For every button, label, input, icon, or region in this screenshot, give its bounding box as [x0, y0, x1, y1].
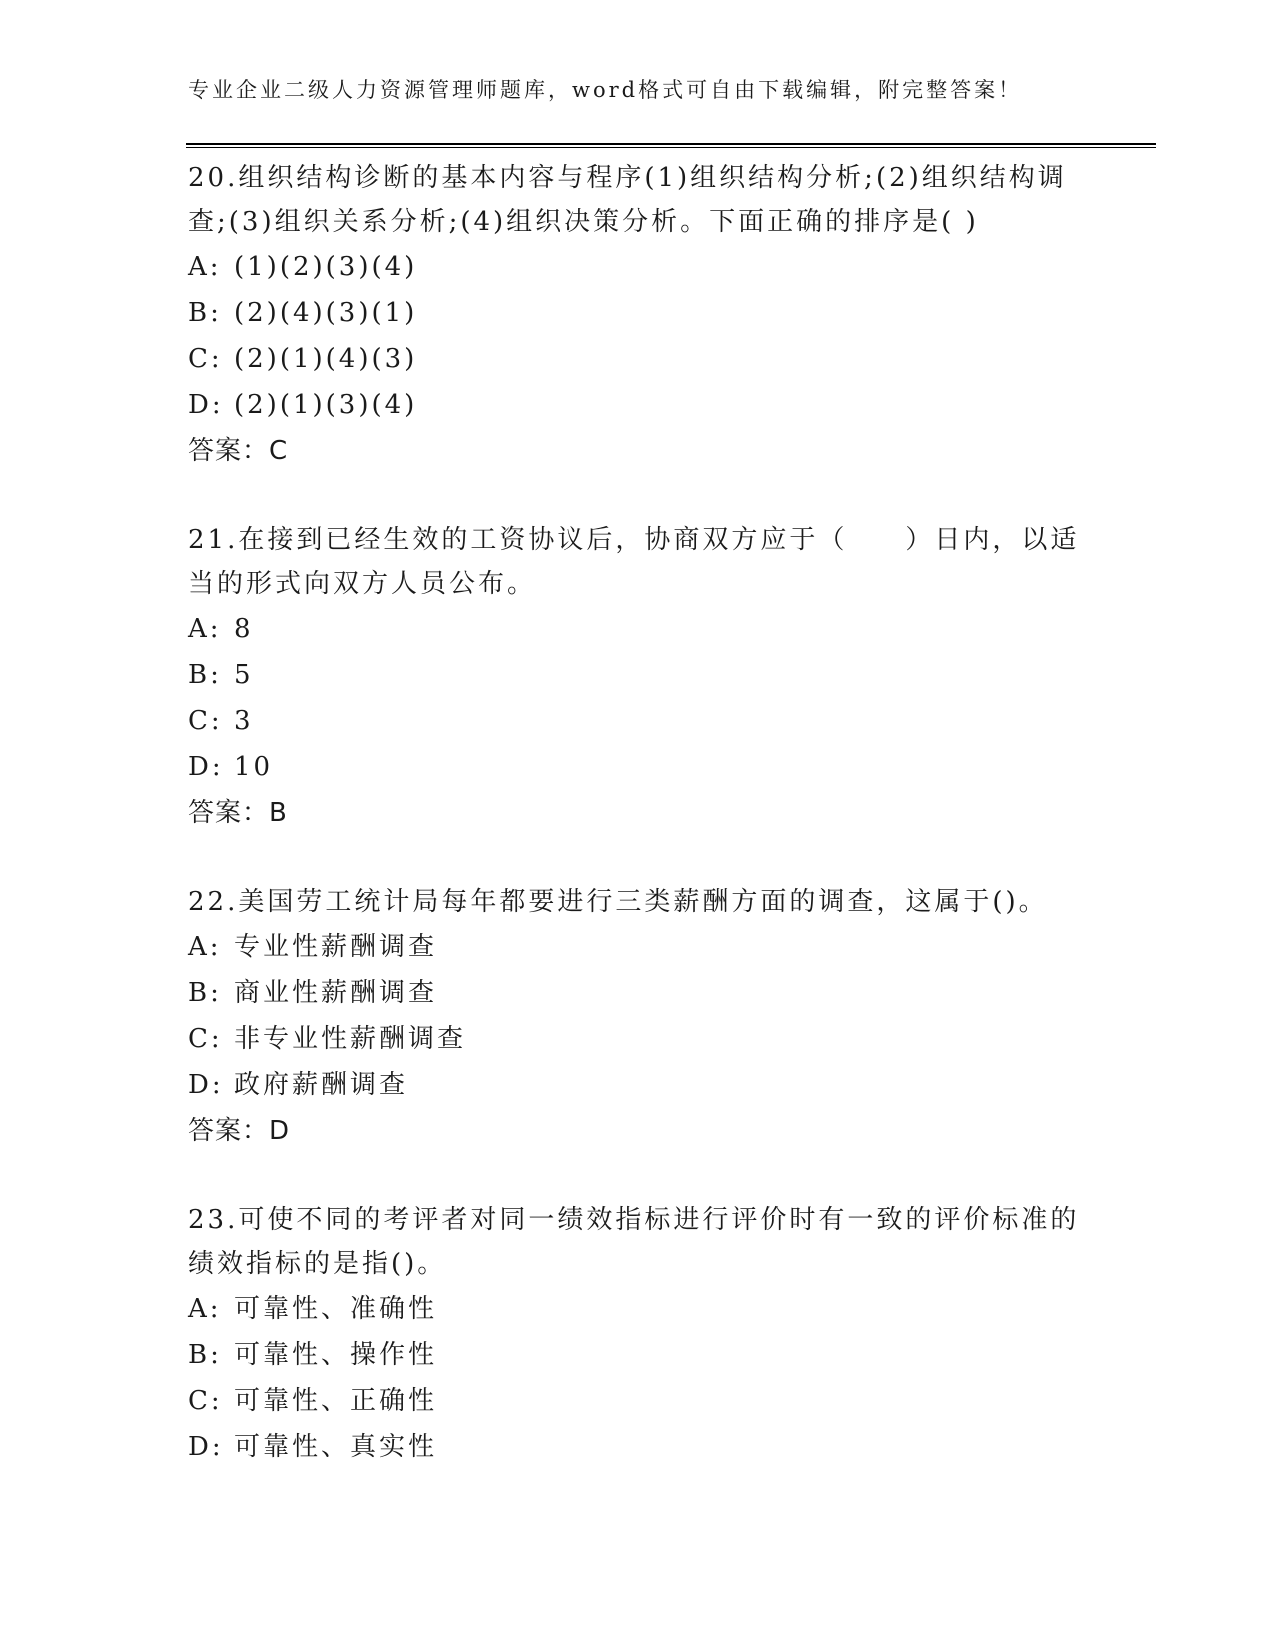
answer-line: 答案：D: [188, 1116, 291, 1146]
answer-line: 答案：B: [188, 798, 288, 828]
option-value: 专业性薪酬调查: [234, 932, 438, 962]
option-key: A:: [188, 614, 222, 644]
option-key: B:: [188, 660, 222, 690]
option-a: [188, 244, 1088, 290]
option-value: 可靠性、正确性: [234, 1386, 438, 1416]
option-d: [188, 382, 1088, 428]
option-key: B:: [188, 298, 222, 328]
option-key: D:: [188, 752, 224, 782]
option-value: 8: [234, 614, 254, 644]
option-key: D:: [188, 1432, 224, 1462]
option-value: 可靠性、准确性: [234, 1294, 438, 1324]
option-value: 非专业性薪酬调查: [234, 1024, 467, 1054]
option-c: [188, 1378, 1088, 1424]
option-value: (2)(1)(4)(3): [234, 344, 418, 374]
option-d: [188, 744, 1088, 790]
option-value: (1)(2)(3)(4): [234, 252, 418, 282]
option-c: [188, 336, 1088, 382]
option-key: B:: [188, 978, 222, 1008]
answer-line: 答案：C: [188, 436, 289, 466]
page-header: 专业企业二级人力资源管理师题库，word格式可自由下载编辑，附完整答案！: [188, 78, 1023, 102]
question-text: 23.可使不同的考评者对同一绩效指标进行评价时有一致的评价标准的绩效指标的是指()。: [188, 1205, 1080, 1279]
option-value: 可靠性、操作性: [234, 1340, 438, 1370]
option-key: C:: [188, 1386, 223, 1416]
question-text: 21.在接到已经生效的工资协议后，协商双方应于（ ）日内，以适当的形式向双方人员公布。: [188, 525, 1080, 599]
option-key: C:: [188, 706, 223, 736]
option-c: [188, 1016, 1088, 1062]
question-20: [188, 156, 1088, 474]
option-key: A:: [188, 252, 222, 282]
option-b: [188, 652, 1088, 698]
question-text: 22.美国劳工统计局每年都要进行三类薪酬方面的调查，这属于()。: [188, 887, 1048, 917]
option-a: [188, 606, 1088, 652]
option-a: [188, 924, 1088, 970]
question-list: [188, 156, 1088, 1514]
option-key: A:: [188, 932, 222, 962]
option-key: D:: [188, 1070, 224, 1100]
header-divider: [186, 143, 1156, 148]
option-c: [188, 698, 1088, 744]
option-value: (2)(4)(3)(1): [234, 298, 418, 328]
option-key: C:: [188, 1024, 223, 1054]
option-key: B:: [188, 1340, 222, 1370]
option-value: 可靠性、真实性: [234, 1432, 438, 1462]
option-key: D:: [188, 390, 224, 420]
option-b: [188, 290, 1088, 336]
option-key: C:: [188, 344, 223, 374]
option-key: A:: [188, 1294, 222, 1324]
option-value: 商业性薪酬调查: [234, 978, 438, 1008]
option-value: 3: [234, 706, 254, 736]
question-text: 20.组织结构诊断的基本内容与程序(1)组织结构分析;(2)组织结构调查;(3)组织关系分析;(4)组织决策分析。下面正确的排序是( ): [188, 163, 1067, 237]
option-b: [188, 1332, 1088, 1378]
option-d: [188, 1062, 1088, 1108]
option-a: [188, 1286, 1088, 1332]
question-22: [188, 880, 1088, 1154]
option-value: 政府薪酬调查: [234, 1070, 409, 1100]
option-value: 10: [234, 752, 274, 782]
question-21: [188, 518, 1088, 836]
option-b: [188, 970, 1088, 1016]
option-value: (2)(1)(3)(4): [234, 390, 418, 420]
option-d: [188, 1424, 1088, 1470]
option-value: 5: [234, 660, 254, 690]
question-23: [188, 1198, 1088, 1470]
